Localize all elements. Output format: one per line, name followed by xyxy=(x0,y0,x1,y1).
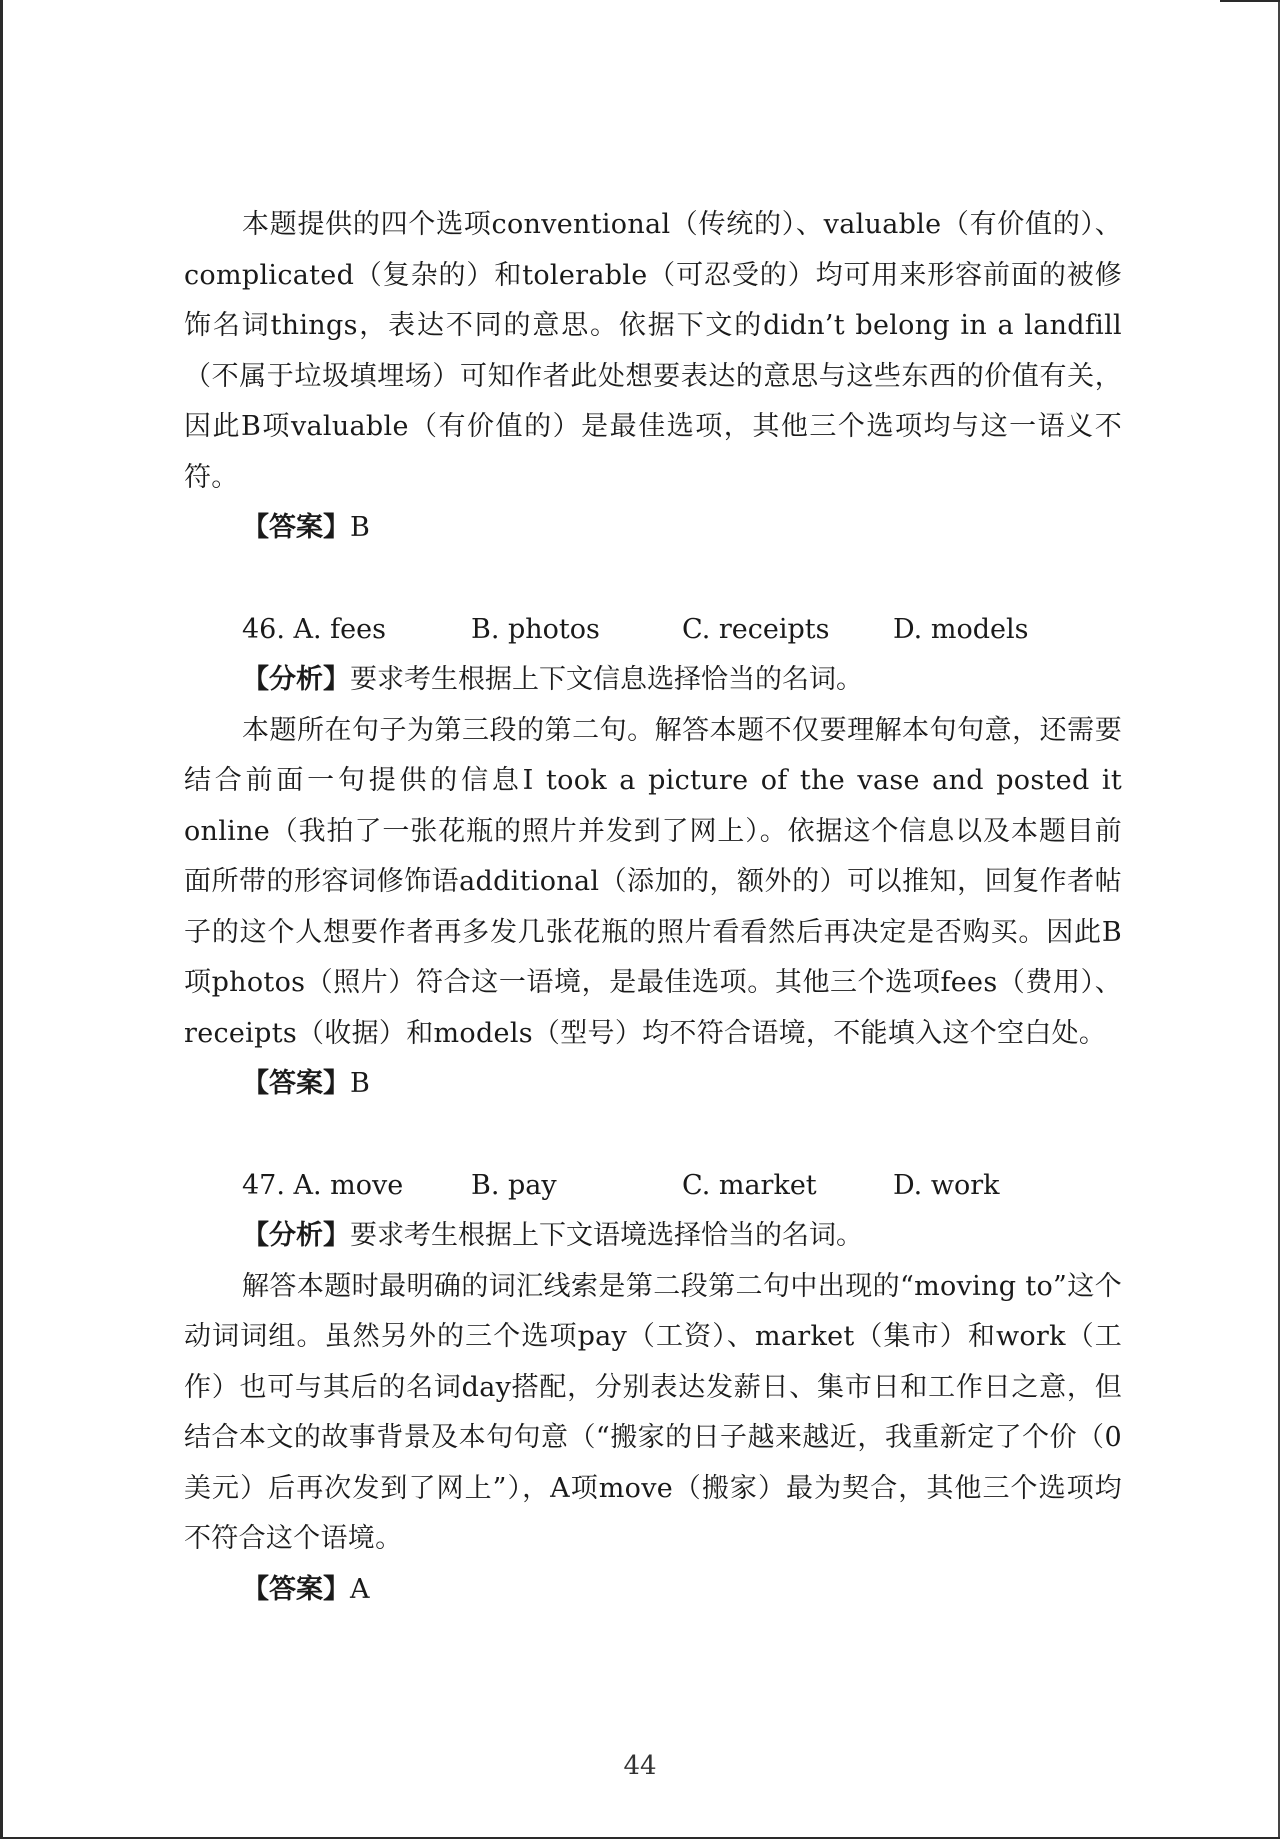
answer-line-47 xyxy=(184,1565,1122,1616)
answer-value: B xyxy=(350,512,370,543)
answer-line-46 xyxy=(184,1059,1122,1110)
analysis-line-47 xyxy=(184,1211,1122,1262)
answer-tag: 【答案】 xyxy=(242,1573,350,1605)
answer-tag: 【答案】 xyxy=(242,1068,350,1099)
explanation-paragraph-45: 本题提供的四个选项conventional（传统的）、valuable（有价值的）、complicated（复杂的）和tolerable（可忍受的）均可用来形容前面的被修饰名词things，表达不同的意思。依据下文的didn’t belong in a landfill（不属于垃圾填埋场）可知作者此处想要表达的意思与这些东西的价值有关，因此B项valuable（有价值的）是最佳选项，其他三个选项均与这一语义不符。 xyxy=(184,209,1122,493)
spacer xyxy=(184,1110,1122,1161)
option-d: D. work xyxy=(893,1169,1000,1201)
page-number: 44 xyxy=(623,1751,657,1781)
scan-edge-top xyxy=(1220,0,1280,2)
page-content xyxy=(184,200,1122,1615)
option-c: C. market xyxy=(682,1169,817,1201)
explanation-paragraph-46: 本题所在句子为第三段的第二句。解答本题不仅要理解本句句意，还需要结合前面一句提供的信息I took a picture of the vase and posted it online（我拍了一张花瓶的照片并发到了网上）。依据这个信息以及本题目前面所带的形容词修饰语additional（添加的，额外的）可以推知，回复作者帖子的这个人想要作者再多发几张花瓶的照片看看然后再决定是否购买。因此B项photos（照片）符合这一语境，是最佳选项。其他三个选项fees（费用）、receipts（收据）和models（型号）均不符合语境，不能填入这个空白处。 xyxy=(184,714,1122,1049)
analysis-tag: 【分析】 xyxy=(242,664,350,695)
options-row-46 xyxy=(184,605,1122,656)
analysis-text: 要求考生根据上下文语境选择恰当的名词。 xyxy=(350,1220,863,1251)
option-b: B. pay xyxy=(471,1169,557,1201)
option-b: B. photos xyxy=(471,613,600,645)
explanation-paragraph-47: 解答本题时最明确的词汇线索是第二段第二句中出现的“moving to”这个动词词组。虽然另外的三个选项pay（工资）、market（集市）和work（工作）也可与其后的名词day搭配，分别表达发薪日、集市日和工作日之意，但结合本文的故事背景及本句句意（“搬家的日子越来越近，我重新定了个价（0美元）后再次发到了网上”），A项move（搬家）最为契合，其他三个选项均不符合这个语境。 xyxy=(184,1270,1122,1554)
answer-tag: 【答案】 xyxy=(242,512,350,543)
option-a: 47. A. move xyxy=(242,1169,404,1201)
analysis-line-46 xyxy=(184,655,1122,706)
options-row-47 xyxy=(184,1161,1122,1212)
answer-value: A xyxy=(350,1573,370,1605)
option-c: C. receipts xyxy=(682,613,830,645)
analysis-tag: 【分析】 xyxy=(242,1220,350,1251)
option-a: 46. A. fees xyxy=(242,613,386,645)
answer-line-45 xyxy=(184,503,1122,554)
answer-value: B xyxy=(350,1068,370,1099)
option-d: D. models xyxy=(893,613,1029,645)
spacer xyxy=(184,554,1122,605)
analysis-text: 要求考生根据上下文信息选择恰当的名词。 xyxy=(350,664,863,695)
scan-edge-left xyxy=(0,0,3,1839)
